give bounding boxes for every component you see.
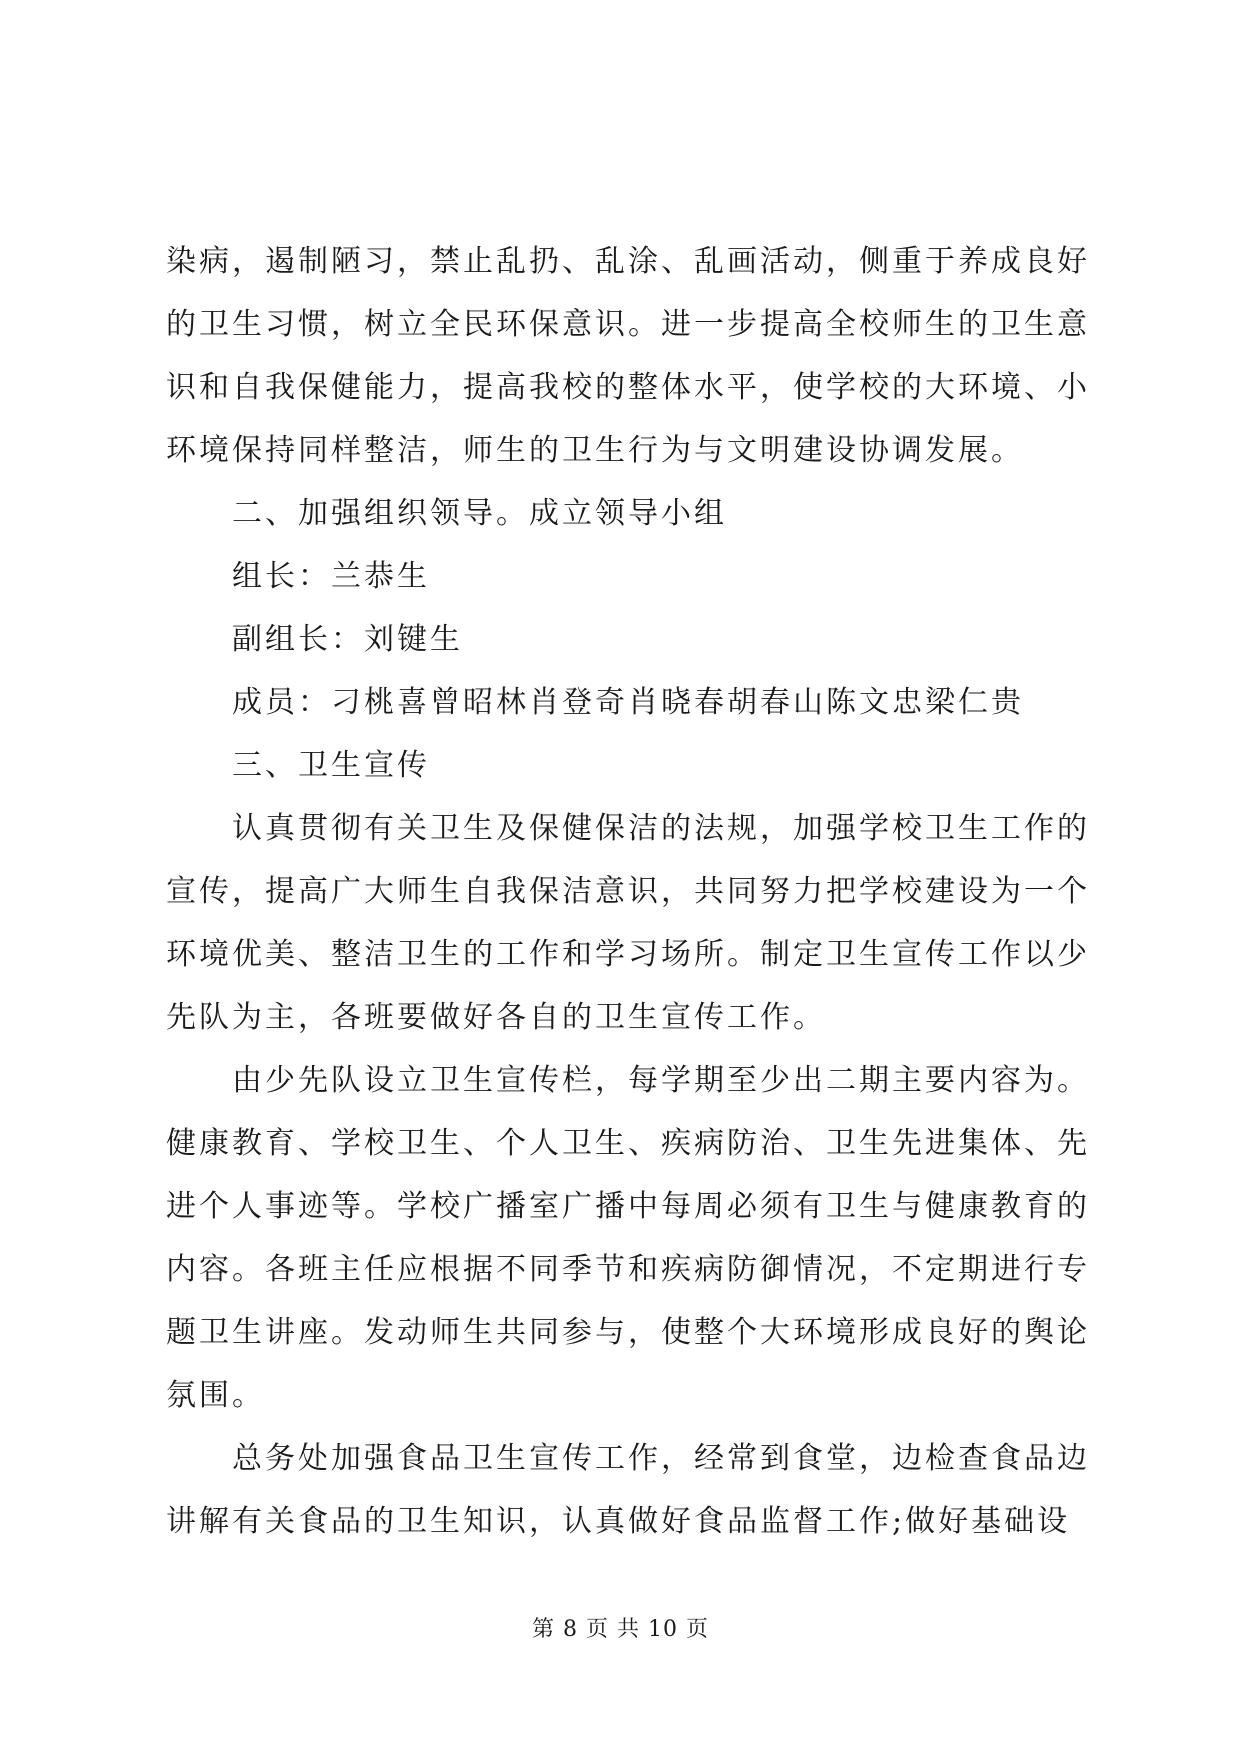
body-line: 先队为主，各班要做好各自的卫生宣传工作。 <box>166 1000 826 1035</box>
body-line: 题卫生讲座。发动师生共同参与，使整个大环境形成良好的舆论 <box>166 1315 1090 1350</box>
body-line: 健康教育、学校卫生、个人卫生、疾病防治、卫生先进集体、先 <box>166 1126 1090 1161</box>
section-heading: 三、卫生宣传 <box>232 748 430 783</box>
body-line: 环境保持同样整洁，师生的卫生行为与文明建设协调发展。 <box>166 433 1024 468</box>
body-line: 认真贯彻有关卫生及保健保洁的法规，加强学校卫生工作的 <box>232 811 1090 846</box>
body-line: 成员：刁桃喜曾昭林肖登奇肖晓春胡春山陈文忠梁仁贵 <box>232 685 1024 720</box>
body-line: 环境优美、整洁卫生的工作和学习场所。制定卫生宣传工作以少 <box>166 937 1090 972</box>
body-line: 组长：兰恭生 <box>232 559 430 594</box>
page-number: 第 8 页 共 10 页 <box>532 1617 709 1642</box>
body-line: 进个人事迹等。学校广播室广播中每周必须有卫生与健康教育的 <box>166 1189 1090 1224</box>
body-line: 副组长：刘键生 <box>232 622 463 657</box>
body-line: 氛围。 <box>166 1378 265 1413</box>
body-line: 染病，遏制陋习，禁止乱扔、乱涂、乱画活动，侧重于养成良好 <box>166 244 1090 279</box>
body-line: 识和自我保健能力，提高我校的整体水平，使学校的大环境、小 <box>166 370 1090 405</box>
section-heading: 二、加强组织领导。成立领导小组 <box>232 496 727 531</box>
body-line: 总务处加强食品卫生宣传工作，经常到食堂，边检查食品边 <box>232 1441 1090 1476</box>
body-line: 的卫生习惯，树立全民环保意识。进一步提高全校师生的卫生意 <box>166 307 1090 342</box>
body-line: 由少先队设立卫生宣传栏，每学期至少出二期主要内容为。 <box>232 1063 1090 1098</box>
body-line: 内容。各班主任应根据不同季节和疾病防御情况，不定期进行专 <box>166 1252 1090 1287</box>
body-line: 讲解有关食品的卫生知识，认真做好食品监督工作;做好基础设 <box>166 1504 1071 1539</box>
body-line: 宣传，提高广大师生自我保洁意识，共同努力把学校建设为一个 <box>166 874 1090 909</box>
document-body <box>166 230 1090 1553</box>
